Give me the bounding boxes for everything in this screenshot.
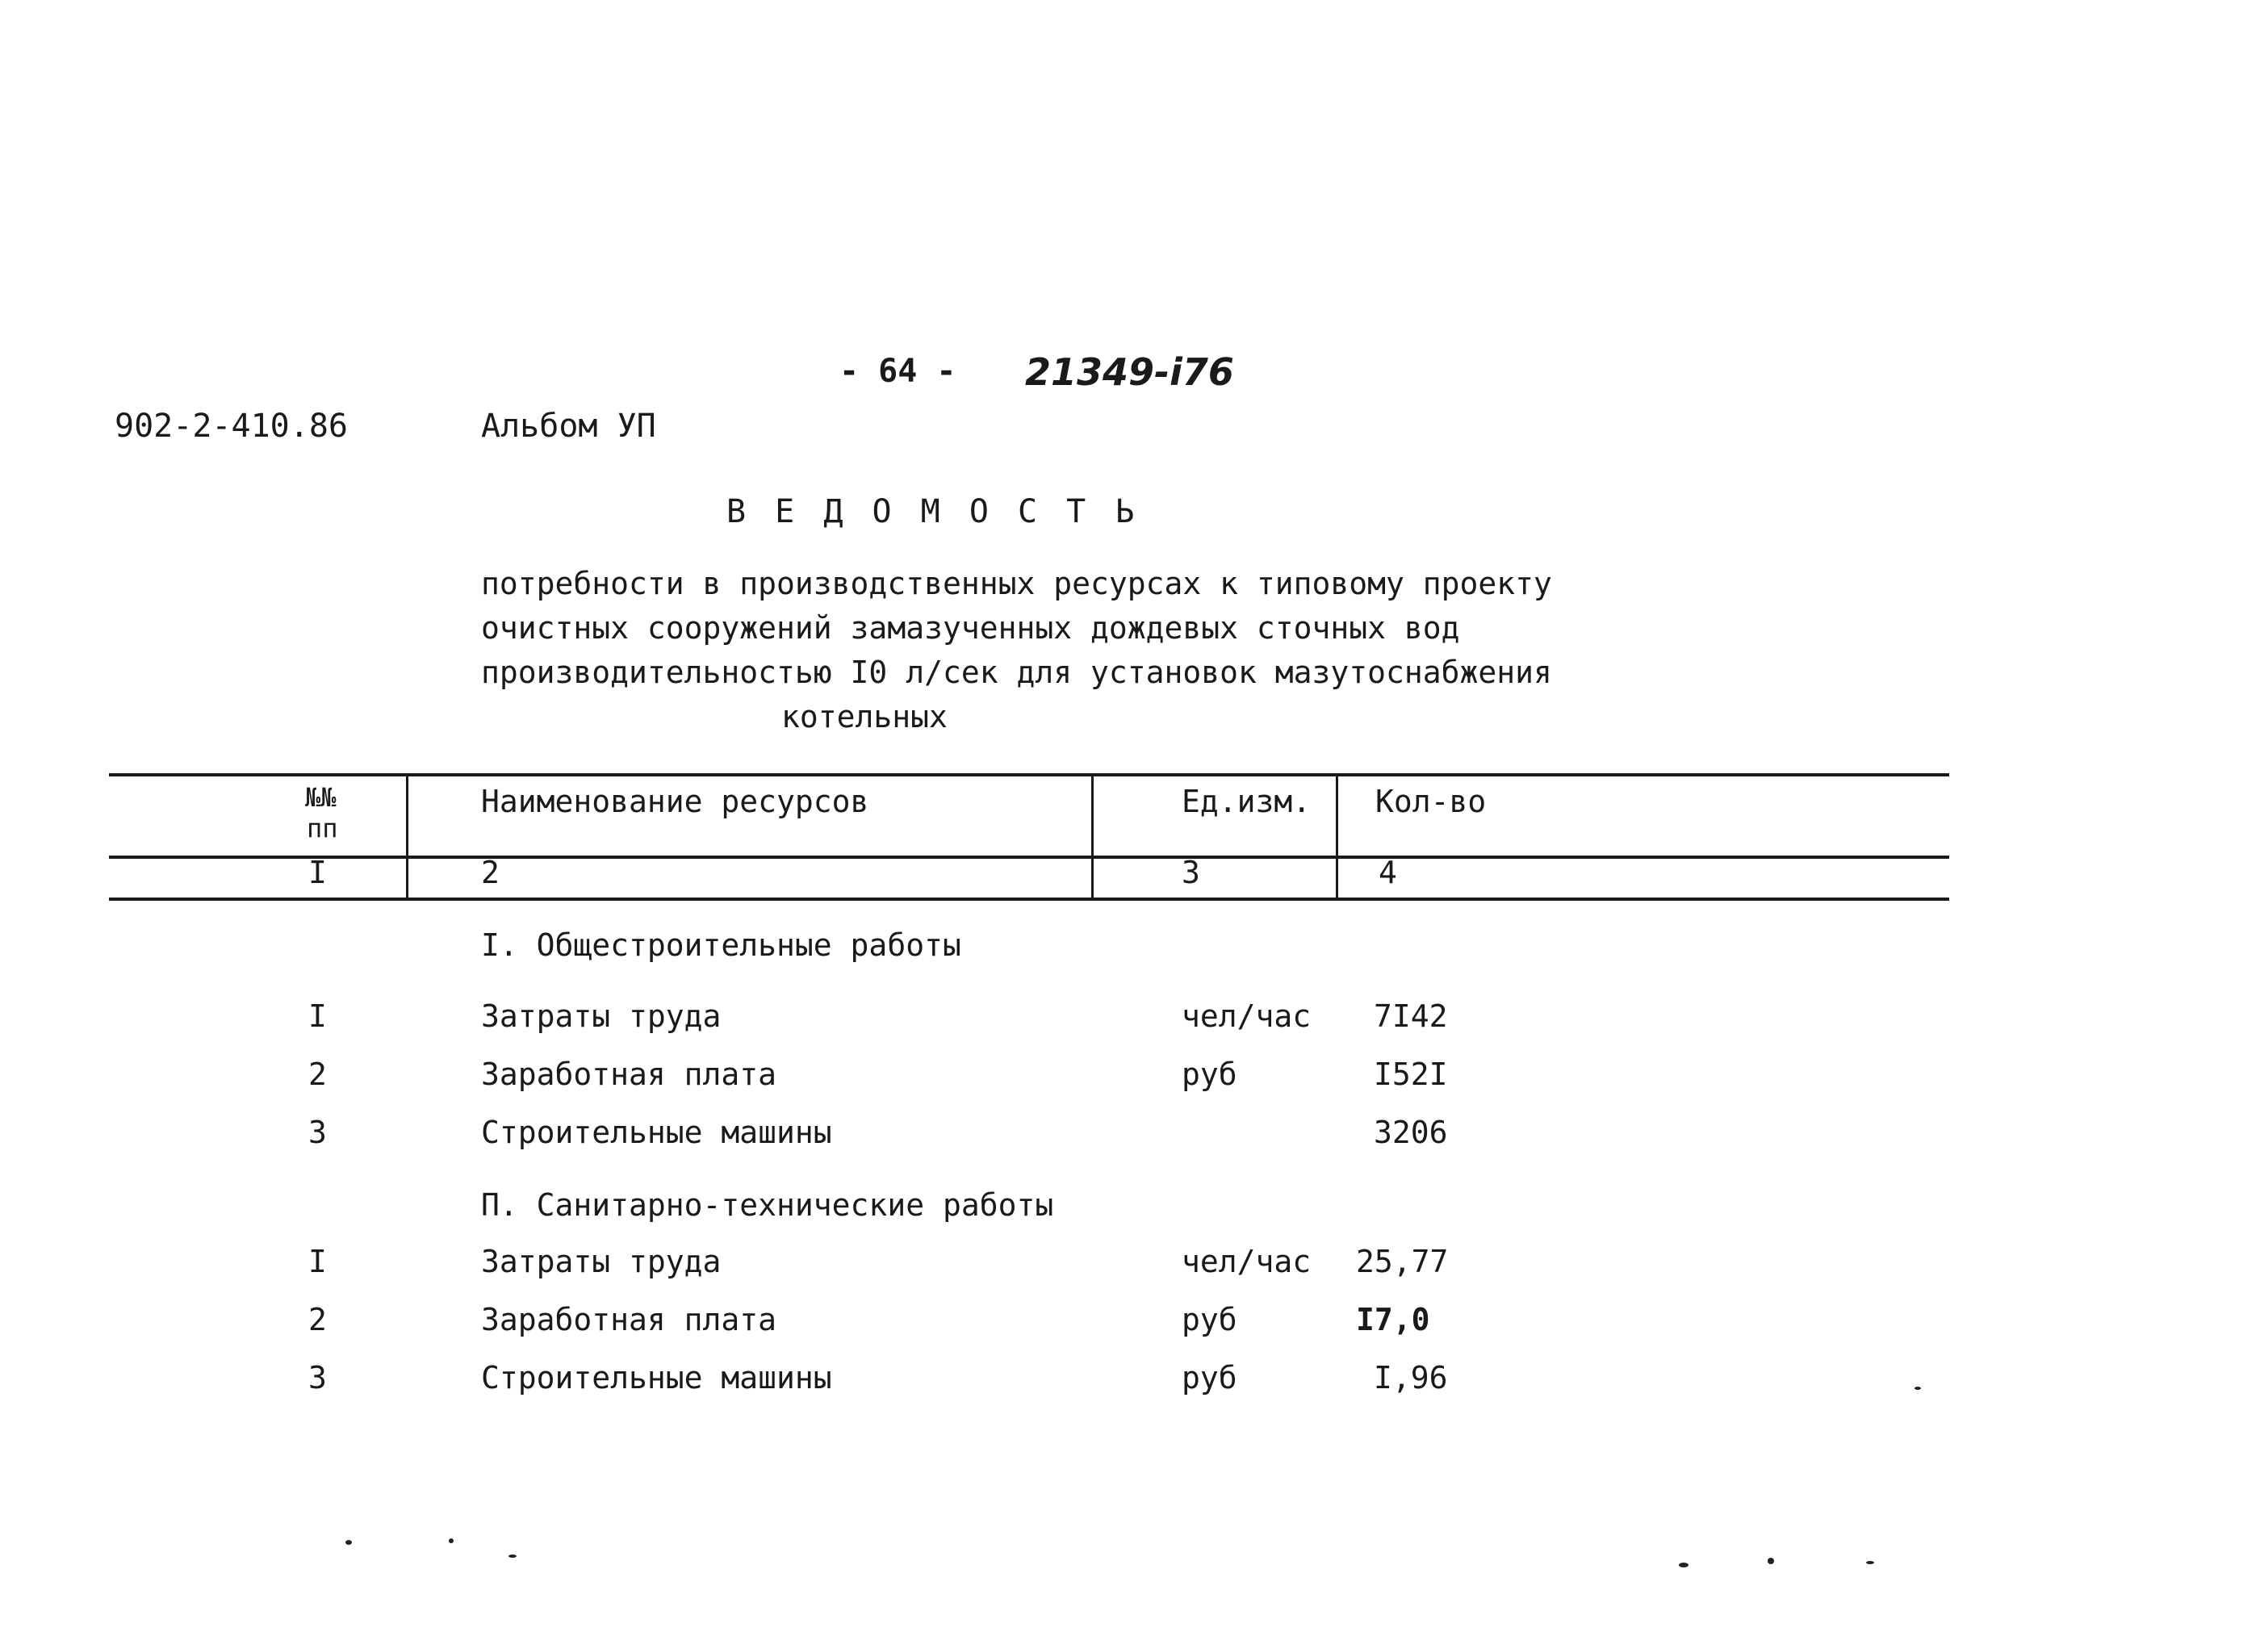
row-name: Затраты труда bbox=[481, 998, 722, 1034]
table-bottom-rule bbox=[109, 898, 1949, 901]
table-header-rule bbox=[109, 856, 1949, 859]
column-divider-2 bbox=[1091, 775, 1094, 901]
row-name: Затраты труда bbox=[481, 1244, 722, 1279]
subtitle-line-2: очистных сооружений замазученных дождевых сточных вод bbox=[481, 610, 1460, 646]
row-quantity: I52I bbox=[1374, 1057, 1448, 1092]
section-title: П. Санитарно-технические работы bbox=[481, 1187, 1054, 1223]
row-unit: руб bbox=[1182, 1057, 1237, 1092]
row-number: 3 bbox=[308, 1360, 327, 1396]
handwritten-code: 21349-i76 bbox=[1025, 350, 1234, 394]
row-quantity: I,96 bbox=[1374, 1360, 1448, 1396]
row-quantity: 7I42 bbox=[1374, 998, 1448, 1034]
subtitle-line-1: потребности в производственных ресурсах к типовому проекту bbox=[481, 566, 1552, 601]
header-num-line2: пп bbox=[307, 813, 338, 843]
scan-speck bbox=[345, 1540, 352, 1545]
page-number: - 64 - bbox=[839, 353, 956, 390]
row-number: I bbox=[308, 1244, 327, 1279]
row-number: 2 bbox=[308, 1057, 327, 1092]
scan-speck bbox=[1768, 1558, 1774, 1564]
row-name: Заработная плата bbox=[481, 1302, 777, 1337]
column-number-2: 2 bbox=[481, 855, 500, 890]
row-quantity: 3206 bbox=[1374, 1115, 1448, 1150]
row-number: 3 bbox=[308, 1115, 327, 1150]
scan-speck bbox=[508, 1555, 517, 1558]
row-unit: руб bbox=[1182, 1360, 1237, 1396]
header-unit: Ед.изм. bbox=[1182, 784, 1312, 819]
row-number: I bbox=[308, 998, 327, 1034]
column-number-1: I bbox=[308, 855, 327, 890]
column-divider-3 bbox=[1336, 775, 1338, 901]
document-title: В Е Д О М О С Т Ь bbox=[726, 493, 1140, 530]
table-top-rule bbox=[109, 773, 1949, 776]
row-unit: руб bbox=[1182, 1302, 1237, 1337]
row-name: Строительные машины bbox=[481, 1115, 832, 1150]
header-qty: Кол-во bbox=[1375, 784, 1487, 819]
row-quantity: 25,77 bbox=[1356, 1244, 1449, 1279]
section-title: I. Общестроительные работы bbox=[481, 927, 961, 963]
column-number-4: 4 bbox=[1379, 855, 1397, 890]
row-unit: чел/час bbox=[1182, 1244, 1312, 1279]
row-quantity: I7,0 bbox=[1356, 1302, 1430, 1337]
column-divider-1 bbox=[406, 775, 408, 901]
album-label: Альбом УП bbox=[481, 408, 656, 445]
header-name: Наименование ресурсов bbox=[481, 784, 869, 819]
subtitle-line-4: котельных bbox=[781, 699, 948, 734]
header-num-line1: №№ bbox=[305, 782, 337, 813]
row-name: Строительные машины bbox=[481, 1360, 832, 1396]
row-name: Заработная плата bbox=[481, 1057, 777, 1092]
column-number-3: 3 bbox=[1182, 855, 1200, 890]
row-unit: чел/час bbox=[1182, 998, 1312, 1034]
row-number: 2 bbox=[308, 1302, 327, 1337]
subtitle-line-3: производительностью I0 л/сек для установок мазутоснабжения bbox=[481, 655, 1552, 690]
scan-speck bbox=[1914, 1387, 1921, 1390]
scan-speck bbox=[449, 1538, 454, 1543]
scan-speck bbox=[1679, 1563, 1688, 1567]
scan-speck bbox=[1866, 1561, 1874, 1564]
document-code: 902-2-410.86 bbox=[115, 408, 348, 445]
